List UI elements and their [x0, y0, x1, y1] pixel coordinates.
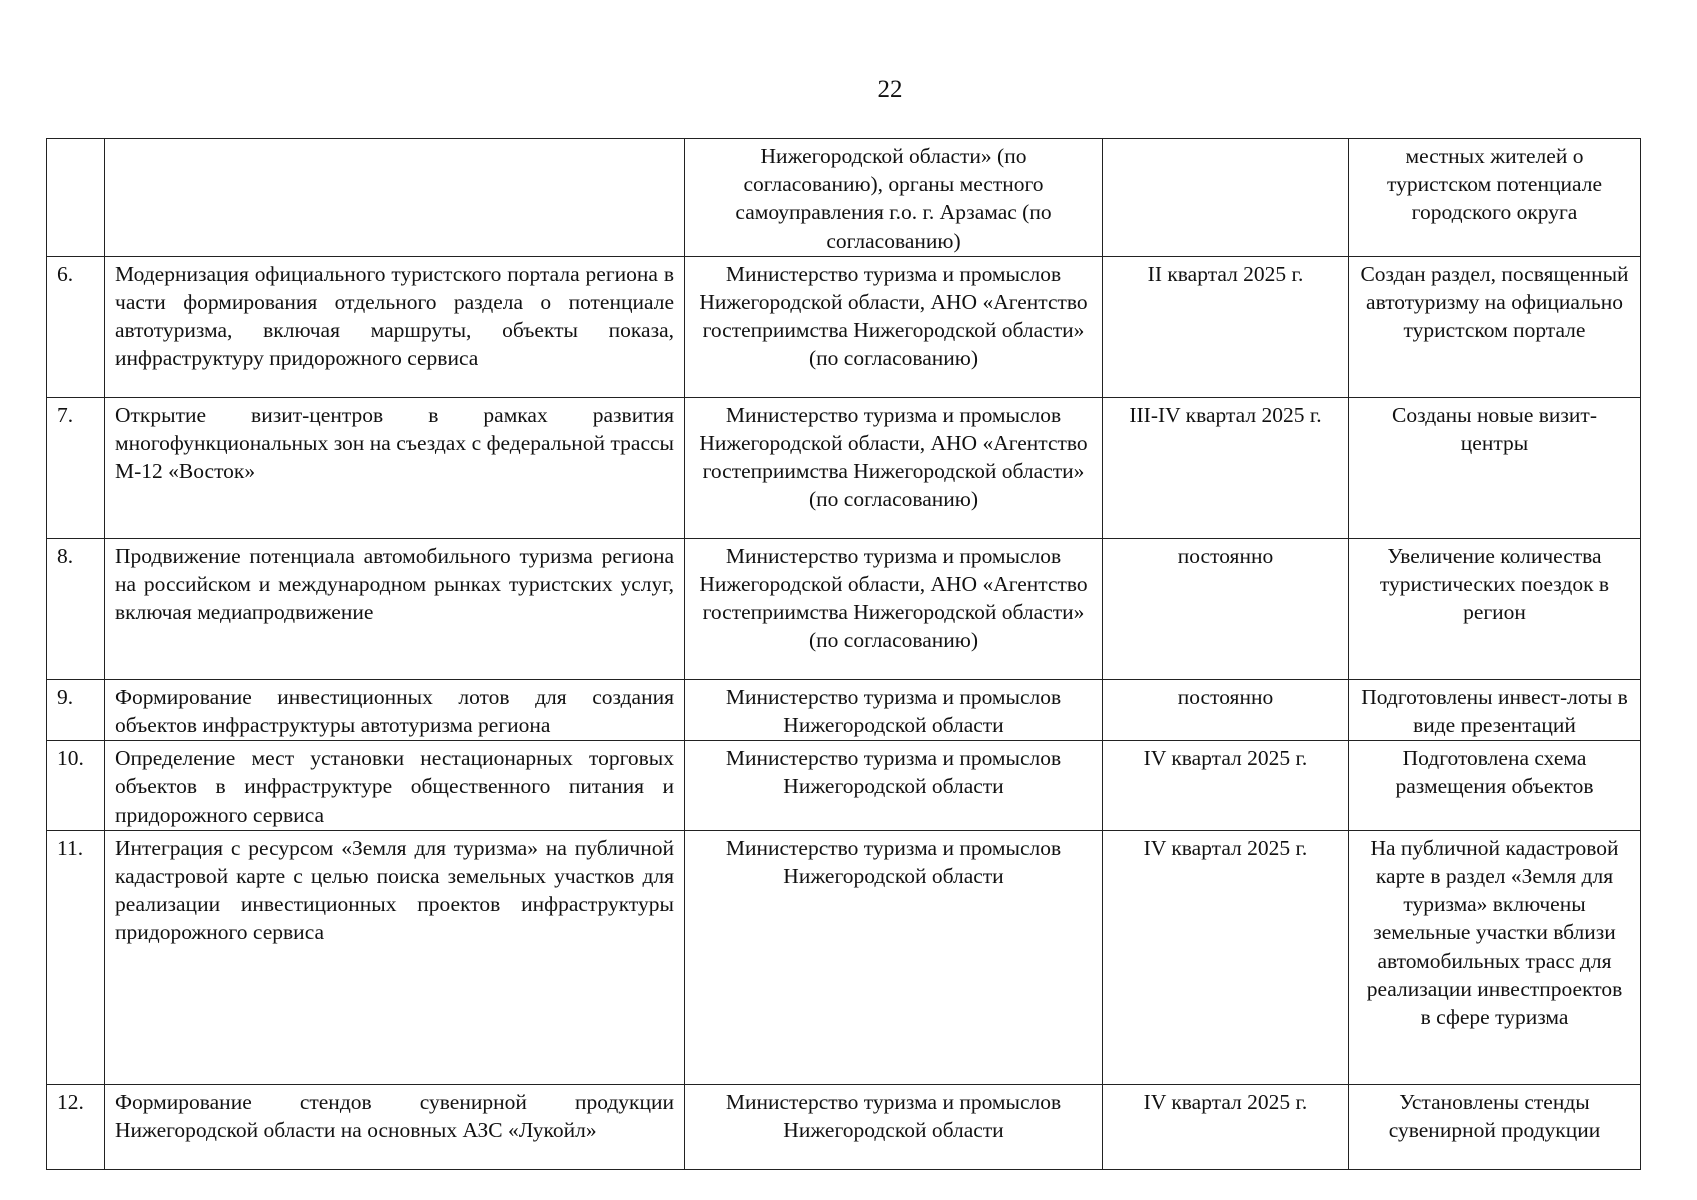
executor-cell: Министерство туризма и промыслов Нижегородской области, АНО «Агентство гостеприимства Нижегородской области» (по согласованию): [685, 397, 1103, 538]
result-cell: Подготовлены инвест-лоты в виде презентаций: [1349, 679, 1641, 740]
executor-cell: Министерство туризма и промыслов Нижегородской области: [685, 679, 1103, 740]
action-cell: Формирование стендов сувенирной продукции Нижегородской области на основных АЗС «Лукойл»: [105, 1084, 685, 1169]
term-cell: постоянно: [1103, 538, 1349, 679]
action-cell: Продвижение потенциала автомобильного туризма региона на российском и международном рынках туристских услуг, включая медиапродвижение: [105, 538, 685, 679]
page-number: 22: [877, 76, 903, 103]
action-cell: [105, 139, 685, 257]
result-cell: Установлены стенды сувенирной продукции: [1349, 1084, 1641, 1169]
table-row-11: [47, 830, 1641, 1084]
row-number: 12.: [47, 1084, 105, 1169]
executor-cell: Министерство туризма и промыслов Нижегородской области: [685, 741, 1103, 831]
result-cell: Созданы новые визит-центры: [1349, 397, 1641, 538]
table-row-10: [47, 741, 1641, 831]
term-cell: постоянно: [1103, 679, 1349, 740]
row-number: 7.: [47, 397, 105, 538]
action-cell: Открытие визит-центров в рамках развития многофункциональных зон на съездах с федеральной трассы М-12 «Восток»: [105, 397, 685, 538]
term-cell: IV квартал 2025 г.: [1103, 741, 1349, 831]
action-cell: Интеграция с ресурсом «Земля для туризма» на публичной кадастровой карте с целью поиска земельных участков для реализации инвестиционных проектов инфраструктуры придорожного сервиса: [105, 830, 685, 1084]
action-cell: Формирование инвестиционных лотов для создания объектов инфраструктуры автотуризма региона: [105, 679, 685, 740]
row-number: [47, 139, 105, 257]
action-plan-table: [46, 138, 1641, 1170]
result-cell: Подготовлена схема размещения объектов: [1349, 741, 1641, 831]
term-cell: II квартал 2025 г.: [1103, 256, 1349, 397]
table-row-7: [47, 397, 1641, 538]
result-cell: На публичной кадастровой карте в раздел «Земля для туризма» включены земельные участки вблизи автомобильных трасс для реализации инвестпроектов в сфере туризма: [1349, 830, 1641, 1084]
term-cell: III-IV квартал 2025 г.: [1103, 397, 1349, 538]
term-cell: IV квартал 2025 г.: [1103, 830, 1349, 1084]
table-row-9: [47, 679, 1641, 740]
executor-cell: Министерство туризма и промыслов Нижегородской области, АНО «Агентство гостеприимства Нижегородской области» (по согласованию): [685, 538, 1103, 679]
row-number: 9.: [47, 679, 105, 740]
term-cell: [1103, 139, 1349, 257]
table-row-6: [47, 256, 1641, 397]
action-cell: Модернизация официального туристского портала региона в части формирования отдельного раздела о потенциале автотуризма, включая маршруты, объекты показа, инфраструктуру придорожного сервиса: [105, 256, 685, 397]
term-cell: IV квартал 2025 г.: [1103, 1084, 1349, 1169]
row-number: 10.: [47, 741, 105, 831]
row-number: 11.: [47, 830, 105, 1084]
row-number: 8.: [47, 538, 105, 679]
result-cell: Создан раздел, посвященный автотуризму на официально туристском портале: [1349, 256, 1641, 397]
executor-cell: Нижегородской области» (по согласованию), органы местного самоуправления г.о. г. Арзамас (по согласованию): [685, 139, 1103, 257]
table-row-12: [47, 1084, 1641, 1169]
table-row-continuation: [47, 139, 1641, 257]
result-cell: Увеличение количества туристических поездок в регион: [1349, 538, 1641, 679]
action-cell: Определение мест установки нестационарных торговых объектов в инфраструктуре общественного питания и придорожного сервиса: [105, 741, 685, 831]
executor-cell: Министерство туризма и промыслов Нижегородской области, АНО «Агентство гостеприимства Нижегородской области» (по согласованию): [685, 256, 1103, 397]
executor-cell: Министерство туризма и промыслов Нижегородской области: [685, 830, 1103, 1084]
executor-cell: Министерство туризма и промыслов Нижегородской области: [685, 1084, 1103, 1169]
table-row-8: [47, 538, 1641, 679]
row-number: 6.: [47, 256, 105, 397]
result-cell: местных жителей о туристском потенциале городского округа: [1349, 139, 1641, 257]
